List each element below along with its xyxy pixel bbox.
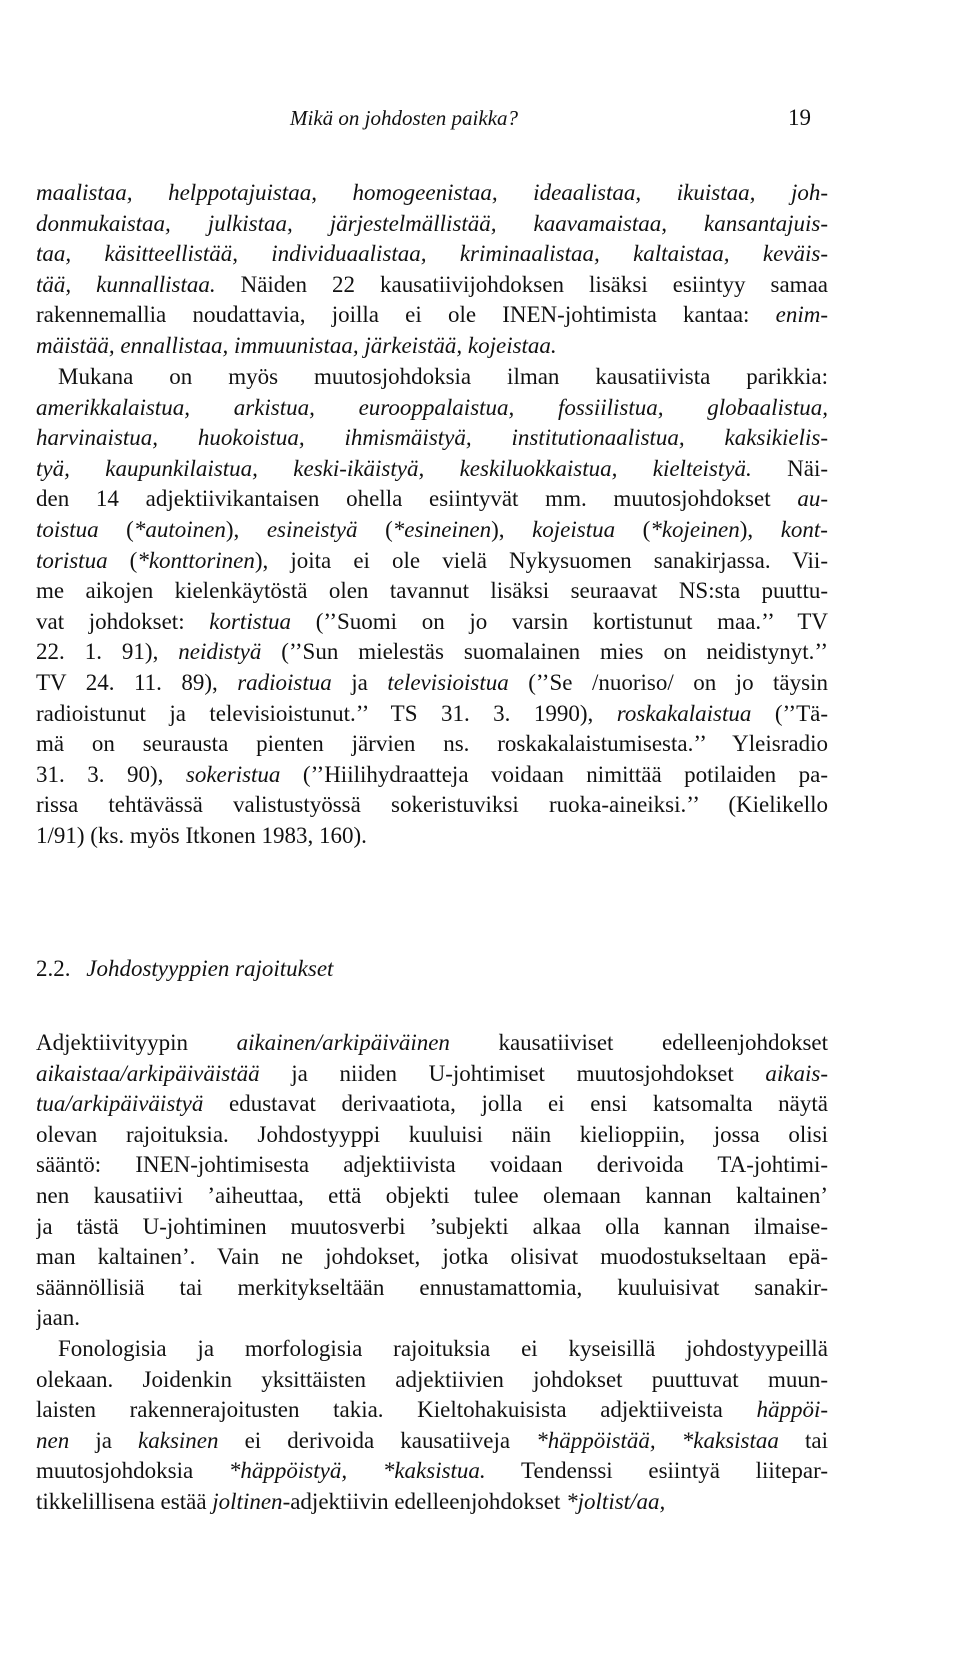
- text-line: [36, 1150, 828, 1180]
- text-run: (’’Sun mielestäs suomalainen mies on neidistynyt.’’: [261, 639, 828, 665]
- text-line: [36, 1212, 828, 1242]
- text-run: (: [615, 517, 651, 542]
- italic-text: *autoinen: [133, 517, 226, 542]
- text-line: [36, 546, 828, 576]
- italic-text: tyä, kaupunkilaistua, keski-ikäistyä, keskiluokkaistua, kielteistyä.: [36, 455, 752, 481]
- text-line: [36, 239, 828, 269]
- italic-text: kaksinen: [138, 1427, 219, 1453]
- text-run: (’’Tä-: [751, 700, 828, 726]
- italic-text: aikainen/arkipäiväinen: [236, 1030, 450, 1055]
- text-run: ),: [225, 517, 267, 542]
- text-line: [36, 1395, 828, 1425]
- italic-text: kortistua: [209, 608, 292, 634]
- text-run: (’’Se /nuoriso/ on jo täysin: [508, 670, 828, 695]
- text-run: Näiden 22 kausatiivijohdoksen lisäksi esiintyy samaa: [215, 271, 828, 297]
- text-run: jaan.: [36, 1305, 81, 1331]
- text-run: TV 24. 11. 89),: [36, 670, 238, 695]
- italic-text: aikaistaa/arkipäiväistää: [36, 1060, 260, 1086]
- italic-text: *häppöistää, *kaksistaa: [536, 1427, 779, 1453]
- text-line: [36, 270, 828, 300]
- text-run: ),: [491, 517, 533, 542]
- text-line: [36, 668, 828, 698]
- page-number: 19: [788, 105, 811, 130]
- italic-text: *esineinen: [392, 517, 492, 542]
- text-run: ),: [739, 517, 781, 542]
- text-line: [36, 790, 828, 820]
- italic-text: häppöi-: [756, 1397, 828, 1423]
- section-number: 2.2.: [36, 956, 71, 981]
- text-line: [36, 1273, 828, 1303]
- italic-text: sokeristua: [185, 761, 281, 787]
- text-line: [36, 484, 828, 514]
- text-run: edustavat derivaatiota, jolla ei ensi katsomalta näytä: [203, 1091, 828, 1117]
- text-run: Tendenssi esiintyä liitepar-: [485, 1458, 828, 1484]
- text-run: ja tästä U-johtiminen muutosverbi ’subjekti alkaa olla kannan ilmaise-: [36, 1213, 828, 1239]
- italic-text: televisioistua: [387, 670, 509, 695]
- italic-text: nen: [36, 1427, 70, 1453]
- text-run: (: [98, 517, 134, 542]
- italic-text: *kojeinen: [650, 517, 740, 542]
- text-run: tikkelillisena estää: [36, 1489, 213, 1514]
- text-line: [36, 300, 828, 330]
- text-line: [36, 423, 828, 453]
- text-line: [36, 1456, 828, 1486]
- text-line: [36, 1120, 828, 1150]
- text-run: radioistunut ja televisioistunut.’’ TS 31. 3. 1990),: [36, 700, 617, 726]
- italic-text: radioistua: [237, 670, 332, 695]
- text-line: [36, 760, 828, 790]
- text-run: sääntö: INEN-johtimisesta adjektiivista voidaan derivoida TA-johtimi-: [36, 1152, 828, 1178]
- italic-text: tää, kunnallistaa.: [36, 271, 216, 297]
- text-line: [36, 729, 828, 759]
- text-run: kausatiiviset edelleenjohdokset: [449, 1030, 828, 1055]
- text-line: [36, 1059, 828, 1089]
- section-heading: [36, 954, 333, 984]
- italic-text: aikais-: [765, 1060, 828, 1086]
- text-run: (: [107, 547, 138, 573]
- italic-text: roskakalaistua: [616, 700, 752, 726]
- text-line: [58, 362, 828, 392]
- text-run: Fonologisia ja morfologisia rajoituksia ei kyseisillä johdostyypeillä: [58, 1336, 828, 1361]
- text-line: [36, 1365, 828, 1395]
- text-run: säännöllisiä tai merkitykseltään ennustamattomia, kuuluisivat sanakir-: [36, 1274, 828, 1300]
- text-run: (’’Suomi on jo varsin kortistunut maa.’’ TV: [291, 608, 828, 634]
- text-line: [36, 1181, 828, 1211]
- text-line: [36, 178, 828, 208]
- text-run: ), joita ei ole vielä Nykysuomen sanakirjassa. Vii-: [254, 547, 828, 573]
- italic-text: tua/arkipäiväistyä: [36, 1091, 204, 1117]
- text-run: vat johdokset:: [36, 608, 210, 634]
- text-run: 1/91) (ks. myös Itkonen 1983, 160).: [36, 823, 367, 848]
- italic-text: esineistyä: [266, 517, 358, 542]
- italic-text: enim-: [775, 302, 828, 328]
- text-line: [36, 454, 828, 484]
- text-line: [58, 1334, 828, 1364]
- text-line: [36, 1028, 828, 1058]
- text-run: Näi-: [751, 455, 828, 481]
- italic-text: *joltist/aa,: [566, 1489, 666, 1514]
- text-line: [36, 576, 828, 606]
- italic-text: kont-: [780, 517, 828, 542]
- text-line: [36, 1303, 828, 1333]
- italic-text: *häppöistyä, *kaksistua.: [228, 1458, 486, 1484]
- text-line: [36, 607, 828, 637]
- text-line: [36, 393, 828, 423]
- italic-text: amerikkalaistua, arkistua, eurooppalaistua, fossiilistua, globaalistua,: [36, 394, 828, 420]
- text-run: (’’Hiilihydraatteja voidaan nimittää potilaiden pa-: [280, 761, 828, 787]
- text-line: [36, 331, 828, 361]
- section-title: Johdostyyppien rajoitukset: [86, 956, 334, 981]
- text-line: [36, 699, 828, 729]
- text-run: olevan rajoituksia. Johdostyyppi kuuluisi näin kielioppiin, jossa olisi: [36, 1121, 828, 1147]
- text-run: tai: [778, 1427, 828, 1453]
- text-run: rissa tehtävässä valistustyössä sokeristuviksi ruoka-aineiksi.’’ (Kielikello: [36, 792, 828, 818]
- italic-text: maalistaa, helppotajuistaa, homogeenistaa, ideaalistaa, ikuistaa, joh-: [36, 180, 828, 205]
- text-line: [36, 821, 828, 851]
- italic-text: *konttorinen: [137, 547, 255, 573]
- text-run: 31. 3. 90),: [36, 761, 186, 787]
- text-run: nen kausatiivi ’aiheuttaa, että objekti tulee olemaan kannan kaltainen’: [36, 1183, 828, 1208]
- text-line: [36, 637, 828, 667]
- text-run: (: [357, 517, 393, 542]
- text-run: man kaltainen’. Vain ne johdokset, jotka olisivat muodostukseltaan epä-: [36, 1244, 828, 1270]
- text-run: 22. 1. 91),: [36, 639, 179, 665]
- text-run: me aikojen kielenkäytöstä olen tavannut lisäksi seuraavat NS:sta puuttu-: [36, 578, 828, 604]
- italic-text: toistua: [36, 517, 99, 542]
- italic-text: harvinaistua, huokoistua, ihmismäistyä, institutionaalistua, kaksikielis-: [36, 425, 828, 451]
- text-run: mä on seurausta pienten järvien ns. roskakalaistumisesta.’’ Yleisradio: [36, 731, 828, 757]
- text-line: [36, 1242, 828, 1272]
- text-run: ja: [69, 1427, 139, 1453]
- text-run: olekaan. Joidenkin yksittäisten adjektiivien johdokset puuttuvat muun-: [36, 1366, 828, 1392]
- text-line: [36, 1089, 828, 1119]
- text-line: [36, 209, 828, 239]
- text-line: [36, 1426, 828, 1456]
- text-run: ja: [331, 670, 388, 695]
- text-run: laisten rakennerajoitusten takia. Kieltohakuisista adjektiiveista: [36, 1397, 757, 1423]
- text-line: [36, 515, 828, 545]
- italic-text: au-: [797, 486, 828, 512]
- italic-text: taa, käsitteellistää, individuaalistaa, kriminaalistaa, kaltaistaa, keväis-: [36, 241, 828, 267]
- italic-text: toristua: [36, 547, 108, 573]
- text-line: [36, 1487, 828, 1517]
- text-run: Adjektiivityypin: [36, 1030, 237, 1055]
- text-run: den 14 adjektiivikantaisen ohella esiintyvät mm. muutosjohdokset: [36, 486, 798, 512]
- text-run: muutosjohdoksia: [36, 1458, 229, 1484]
- text-run: Mukana on myös muutosjohdoksia ilman kausatiivista parikkia:: [58, 364, 828, 389]
- text-run: ei derivoida kausatiiveja: [218, 1427, 537, 1453]
- italic-text: mäistää, ennallistaa, immuunistaa, järkeistää, kojeistaa.: [36, 333, 557, 358]
- text-run: ja niiden U-johtimiset muutosjohdokset: [259, 1060, 766, 1086]
- italic-text: joltinen: [212, 1489, 283, 1514]
- italic-text: donmukaistaa, julkistaa, järjestelmällistää, kaavamaistaa, kansantajuis-: [36, 210, 828, 236]
- italic-text: neidistyä: [178, 639, 262, 665]
- italic-text: kojeistua: [532, 517, 616, 542]
- text-run: rakennemallia noudattavia, joilla ei ole INEN-johtimista kantaa:: [36, 302, 776, 328]
- text-run: -adjektiivin edelleenjohdokset: [282, 1489, 567, 1514]
- running-title: Mikä on johdosten paikka?: [290, 106, 519, 130]
